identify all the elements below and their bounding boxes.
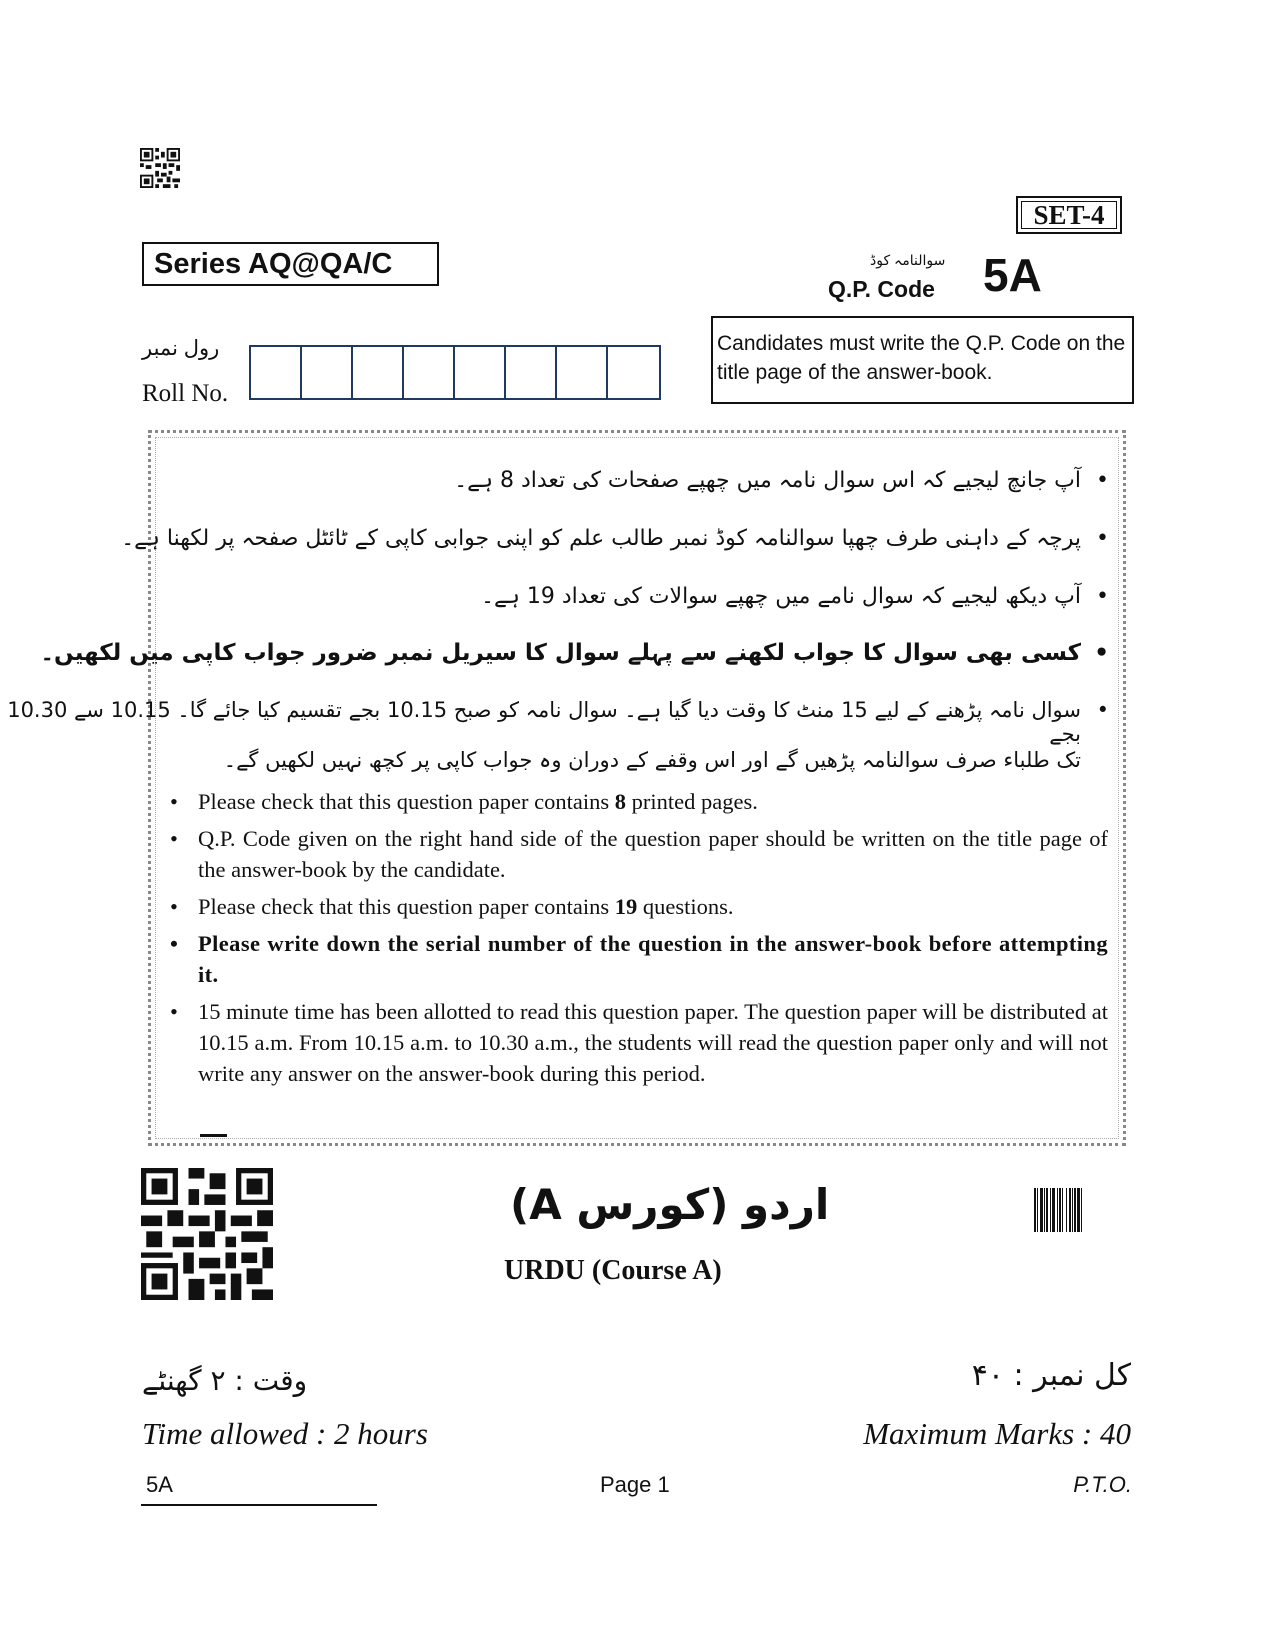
roll-number-box[interactable] [353, 347, 404, 398]
time-allowed-urdu: وقت : ۲ گھنٹے [142, 1364, 308, 1397]
footer-code: 5A [146, 1472, 173, 1497]
roll-number-box[interactable] [251, 347, 302, 398]
roll-number-box[interactable] [302, 347, 353, 398]
roll-number-box[interactable] [557, 347, 608, 398]
barcode-icon [1034, 1188, 1120, 1232]
roll-number-box[interactable] [608, 347, 659, 398]
qp-code-value: 5A [983, 249, 1042, 301]
urdu-instruction-5: • سوال نامہ پڑھنے کے لیے 15 منٹ کا وقت دیا گیا ہے۔ سوال نامہ کو صبح 10.15 بجے تقسیم کیا جائے گا۔ 10.15 سے 10.30 بجے [7, 698, 1109, 746]
set-label: SET-4 [1016, 196, 1122, 234]
candidate-note: Candidates must write the Q.P. Code on the title page of the answer-book. [711, 316, 1134, 404]
subject-title: URDU (Course A) [504, 1255, 722, 1286]
english-instructions [168, 786, 1108, 1095]
english-instruction-3: • Please check that this question paper contains 19 questions. [170, 894, 734, 919]
qr-code-icon [140, 148, 180, 188]
urdu-instruction-3: • آپ دیکھ لیجیے کہ سوال نامے میں چھپے سوالات کی تعداد 19 ہے۔ [481, 584, 1109, 609]
page-number: Page 1 [600, 1472, 670, 1497]
urdu-instruction-2: • پرچہ کے داہنی طرف چھپا سوالنامہ کوڈ نمبر طالب علم کو اپنی جوابی کاپی کے ٹائٹل صفحہ پر لکھنا ہے۔ [121, 526, 1109, 551]
roll-number-label: Roll No. [142, 380, 229, 407]
urdu-instruction-4: • کسی بھی سوال کا جواب لکھنے سے پہلے سوال کا سیریل نمبر ضرور جواب کاپی میں لکھیں۔ [40, 640, 1109, 666]
roll-number-box[interactable] [404, 347, 455, 398]
footer-underline [141, 1504, 377, 1506]
barcode-bar [1082, 1188, 1084, 1232]
qr-code-icon [141, 1168, 273, 1300]
subject-title-urdu: اردو (کورس A) [510, 1180, 830, 1229]
urdu-instruction-5-continued: تک طلباء صرف سوالنامہ پڑھیں گے اور اس وقفے کے دوران وہ جواب کاپی پر کچھ نہیں لکھیں گے۔ [223, 748, 1081, 772]
roll-number-boxes[interactable] [249, 345, 661, 400]
series-label: Series AQ@QA/C [142, 242, 439, 286]
english-instruction-5: • 15 minute time has been allotted to read this question paper. The question paper will be distributed at 10.15 a.m. From 10.15 a.m. to 10.30 a.m., the students will read the question paper only and will not write any answer on the answer-book during this period. [170, 999, 1108, 1086]
roll-number-box[interactable] [455, 347, 506, 398]
roll-number-box[interactable] [506, 347, 557, 398]
english-instruction-4: • Please write down the serial number of the question in the answer-book before attempting it. [170, 931, 1108, 987]
urdu-instruction-1: • آپ جانچ لیجیے کہ اس سوال نامہ میں چھپے صفحات کی تعداد 8 ہے۔ [454, 468, 1109, 493]
english-instruction-1: • Please check that this question paper contains 8 printed pages. [170, 789, 758, 814]
roll-number-urdu-label: رول نمبر [142, 337, 220, 360]
qp-code-label: Q.P. Code [828, 276, 935, 302]
maximum-marks: Maximum Marks : 40 [863, 1416, 1131, 1451]
english-instruction-2: • Q.P. Code given on the right hand side of the question paper should be written on the title page of the answer-book by the candidate. [170, 826, 1108, 882]
pto-label: P.T.O. [1073, 1472, 1132, 1497]
time-allowed: Time allowed : 2 hours [142, 1416, 428, 1451]
maximum-marks-urdu: کل نمبر : ۴۰ [971, 1358, 1131, 1393]
qp-code-urdu-label: سوالنامہ کوڈ [870, 252, 946, 268]
divider-dash [200, 1134, 227, 1137]
